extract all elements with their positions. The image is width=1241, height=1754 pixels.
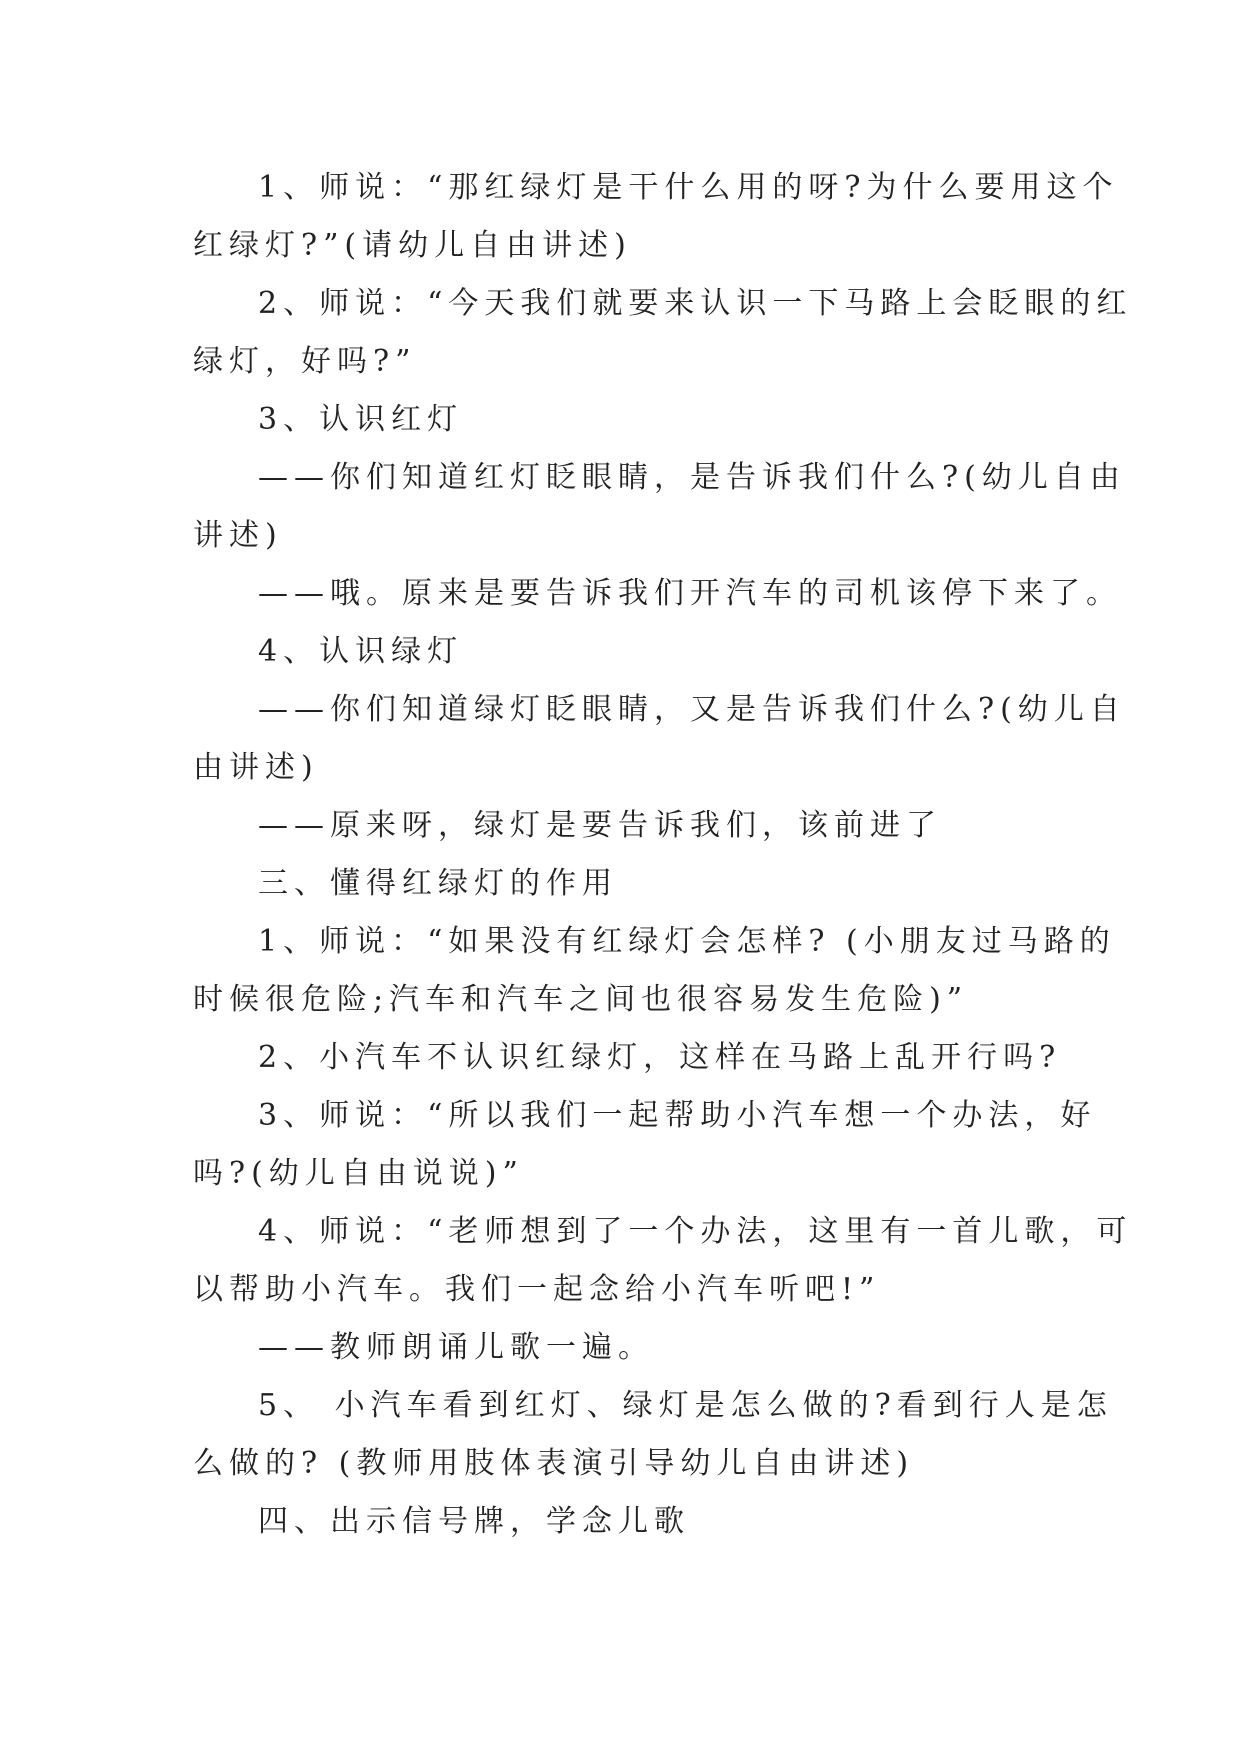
text-line-20: 以帮助小汽车。我们一起念给小汽车听吧!” (193, 1272, 881, 1307)
text-line-9: 4、认识绿灯 (258, 634, 464, 669)
text-line-5: 3、认识红灯 (258, 402, 464, 437)
text-line-16: 2、小汽车不认识红绿灯，这样在马路上乱开行吗? (258, 1040, 1062, 1075)
text-line-21: ——教师朗诵儿歌一遍。 (258, 1330, 654, 1365)
text-line-10: ——你们知道绿灯眨眼睛，又是告诉我们什么?(幼儿自 (258, 692, 1126, 727)
section-heading-4: 四、出示信号牌，学念儿歌 (258, 1504, 690, 1539)
section-heading-3: 三、懂得红绿灯的作用 (258, 866, 618, 901)
text-line-18: 吗?(幼儿自由说说)” (193, 1156, 524, 1191)
text-line-7: 讲述) (193, 518, 283, 553)
text-line-23: 么做的? (教师用肢体表演引导幼儿自由讲述) (193, 1446, 915, 1481)
text-line-11: 由讲述) (193, 750, 319, 785)
text-line-8: ——哦。原来是要告诉我们开汽车的司机该停下来了。 (258, 576, 1122, 611)
text-line-22: 5、 小汽车看到红灯、绿灯是怎么做的?看到行人是怎 (258, 1388, 1113, 1423)
text-line-19: 4、师说：“老师想到了一个办法，这里有一首儿歌，可 (258, 1214, 1133, 1249)
text-line-2: 红绿灯?”(请幼儿自由讲述) (193, 228, 632, 263)
text-line-4: 绿灯，好吗?” (193, 344, 417, 379)
text-line-12: ——原来呀，绿灯是要告诉我们，该前进了 (258, 808, 942, 843)
text-line-15: 时候很危险;汽车和汽车之间也很容易发生危险)” (193, 982, 969, 1017)
text-line-6: ——你们知道红灯眨眼睛，是告诉我们什么?(幼儿自由 (258, 460, 1126, 495)
text-line-3: 2、师说：“今天我们就要来认识一下马路上会眨眼的红 (258, 286, 1133, 321)
text-line-17: 3、师说：“所以我们一起帮助小汽车想一个办法，好 (258, 1098, 1097, 1133)
text-line-14: 1、师说：“如果没有红绿灯会怎样? (小朋友过马路的 (258, 924, 1116, 959)
text-line-1: 1、师说：“那红绿灯是干什么用的呀?为什么要用这个 (258, 170, 1119, 205)
